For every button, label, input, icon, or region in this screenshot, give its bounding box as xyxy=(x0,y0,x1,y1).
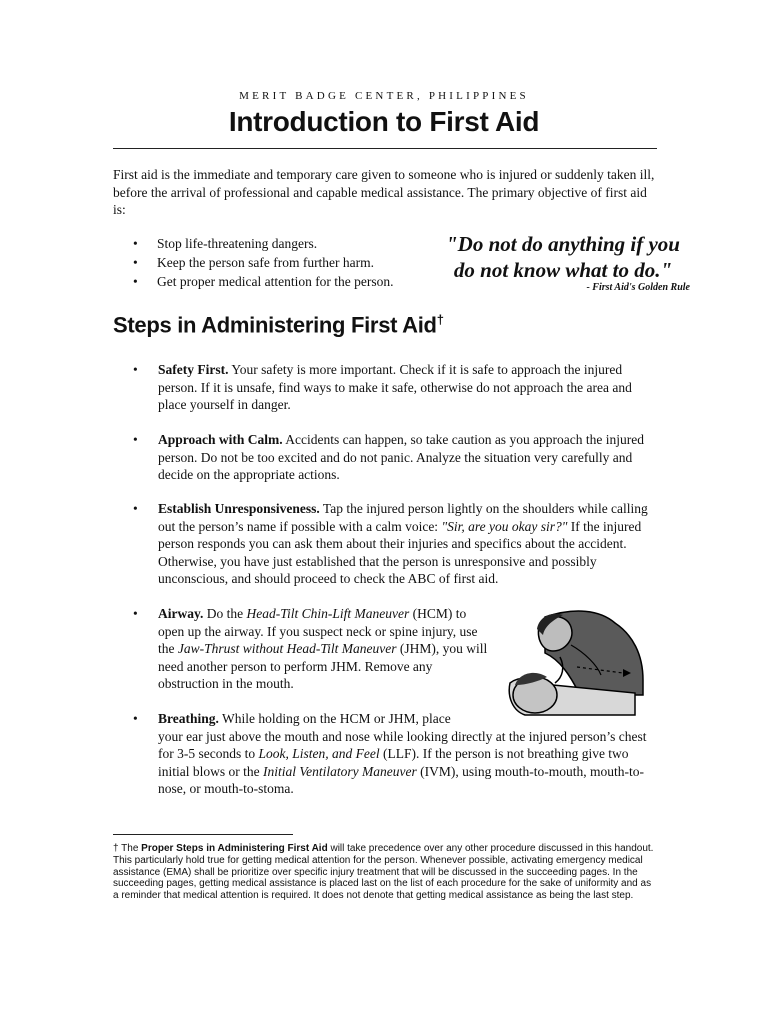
step-first-line xyxy=(158,710,488,728)
step-text: Accidents can happen, so take caution as you approach the injured person. Do not be too excited and do not panic. Analyze the situation very carefully and decide on the appropriate actions. xyxy=(158,432,645,482)
step-body xyxy=(113,431,660,484)
footnote-text: will take precedence over any other procedure discussed in this handout. This particularly hold true for getting medical attention for the person. Whenever possible, activating emergency medical assistance (EMA) shall be prioritize over specific injury treatment that will be discussed in the succeeding pages. In the succeeding pages, getting medical assistance is placed last on the list of each procedure for the sake of uniformity and as a reminder that medical attention is required. It does not denote that getting medical assistance as being the last step. xyxy=(113,843,654,902)
step-text: Tap the injured person lightly on the shoulders while calling out the person’s name if possible with a calm voice: xyxy=(158,501,648,534)
step-label: Safety First. xyxy=(158,362,229,377)
step-label: Breathing. xyxy=(158,711,219,726)
maneuver-name: Head-Tilt Chin-Lift Maneuver xyxy=(246,606,410,621)
rescuer-breathing-check-illustration xyxy=(505,605,645,725)
quote-attribution: - First Aid's Golden Rule xyxy=(586,282,690,293)
footnote xyxy=(113,843,658,902)
step-unresponsiveness xyxy=(113,500,660,588)
step-text: Your safety is more important. Check if it is safe to approach the injured person. If it is unsafe, find ways to make it safe, otherwise do not approach the area and place yourself in danger. xyxy=(158,362,632,412)
step-label: Airway. xyxy=(158,606,204,621)
step-body xyxy=(113,605,488,693)
maneuver-name: Initial Ventilatory Maneuver xyxy=(263,763,417,779)
footnote-emphasis: Proper Steps in Administering First Aid xyxy=(141,843,328,854)
step-text: (IVM), using mouth-to-mouth, mouth-to-nose, or mouth-to-stoma. xyxy=(158,763,644,796)
step-text: (LLF). If the person is not breathing give two initial blows or the xyxy=(158,746,629,779)
footnote-divider xyxy=(113,834,293,835)
objective-text: Keep the person safe from further harm. xyxy=(157,255,375,270)
step-approach-calm xyxy=(113,431,660,484)
quote-line: "Do not do anything if you xyxy=(446,232,680,256)
bullet: • xyxy=(133,274,138,289)
golden-rule-quote xyxy=(420,231,706,283)
step-body xyxy=(113,361,660,414)
list-item xyxy=(113,253,433,272)
footnote-text: The xyxy=(118,843,142,854)
maneuver-name: Jaw-Thrust without Head-Tilt Maneuver xyxy=(177,641,397,656)
intro-paragraph: First aid is the immediate and temporary care given to someone who is injured or suddenly taken ill, before the arrival of professional and capable medical assistance. The primary objective of first aid is: xyxy=(113,167,655,217)
footnote-marker: † xyxy=(113,843,119,854)
bullet: • xyxy=(133,501,138,516)
step-label: Approach with Calm. xyxy=(158,432,283,447)
objective-text: Get proper medical attention for the person. xyxy=(157,274,394,289)
step-text: your ear just above the mouth and nose while looking directly at the injured person’s chest for 3-5 seconds to xyxy=(158,728,647,761)
step-breathing xyxy=(113,710,660,798)
section-heading xyxy=(113,312,444,338)
page-title: Introduction to First Aid xyxy=(228,106,540,137)
step-quote: "Sir, are you okay sir?" xyxy=(441,518,568,534)
section-heading-text: Steps in Administering First Aid xyxy=(113,312,437,338)
step-safety-first xyxy=(113,361,660,414)
bullet: • xyxy=(133,362,138,377)
step-body xyxy=(113,710,660,798)
step-text: (JHM), you will need another person to perform JHM. Remove any obstruction in the mouth. xyxy=(158,641,488,691)
list-item xyxy=(113,234,433,253)
bullet: • xyxy=(133,236,138,251)
step-text: (HCM) to open up the airway. If you suspect neck or spine injury, use the xyxy=(158,606,478,656)
objective-text: Stop life-threatening dangers. xyxy=(157,236,318,251)
step-label: Establish Unresponsiveness. xyxy=(158,501,320,516)
bullet: • xyxy=(133,711,138,726)
bullet: • xyxy=(133,432,138,447)
step-text: If the injured person responds you can ask them about their injuries and specifics about the accident. Otherwise, you have just established that the person is unresponsive and possibly unconscious, and should proceed to check the ABC of first aid. xyxy=(158,518,642,586)
objectives-list xyxy=(113,234,433,291)
step-text: While holding on the HCM or JHM, place xyxy=(218,711,451,726)
list-item xyxy=(113,272,433,291)
title-divider xyxy=(113,148,657,149)
footnote-marker: † xyxy=(436,312,444,327)
technique-name: Look, Listen, and Feel xyxy=(258,746,380,761)
organization-name: MERIT BADGE CENTER, PHILIPPINES xyxy=(239,90,529,102)
bullet: • xyxy=(133,255,138,270)
step-text: Do the xyxy=(203,606,247,621)
step-body xyxy=(113,500,660,588)
quote-line: do not know what to do." xyxy=(453,258,673,282)
bullet: • xyxy=(133,606,138,621)
